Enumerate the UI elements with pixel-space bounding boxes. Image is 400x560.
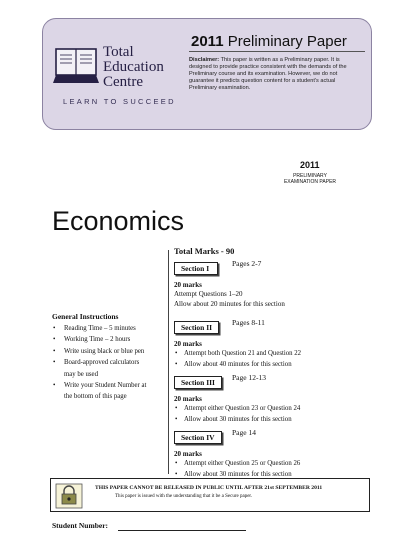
section-3 bbox=[174, 372, 364, 425]
section-1 bbox=[174, 258, 364, 309]
disclaimer-label: Disclaimer: bbox=[189, 57, 220, 63]
section-marks: 20 marks bbox=[174, 340, 202, 348]
section-marks: 20 marks bbox=[174, 281, 202, 289]
student-number-label: Student Number: bbox=[52, 521, 109, 530]
student-number-field[interactable] bbox=[118, 530, 246, 531]
section-bullet: • Attempt either Question 25 or Question 26 bbox=[174, 458, 364, 469]
instruction-item: • Write using black or blue pen bbox=[52, 346, 168, 357]
logo-line: Centre bbox=[103, 74, 143, 90]
paper-title bbox=[191, 33, 347, 50]
title-rule bbox=[189, 51, 365, 52]
section-bullet: • Allow about 30 minutes for this section bbox=[174, 414, 364, 425]
section-marks: 20 marks bbox=[174, 450, 202, 458]
logo-line: Education bbox=[103, 59, 164, 75]
section-label: Section I bbox=[174, 262, 218, 275]
subject-title: Economics bbox=[52, 206, 185, 236]
column-divider bbox=[168, 250, 169, 474]
instruction-item: • Board-approved calculators bbox=[52, 357, 168, 368]
disclaimer bbox=[189, 57, 363, 92]
section-4 bbox=[174, 427, 364, 480]
release-notice-note: This paper is issued with the understanding that it be a Secure paper. bbox=[115, 494, 253, 499]
section-pages: Pages 8-11 bbox=[232, 318, 265, 327]
paper-year: 2011 bbox=[191, 33, 224, 50]
section-line: Attempt Questions 1–20 bbox=[174, 290, 243, 298]
instruction-item: • Reading Time – 5 minutes bbox=[52, 323, 168, 334]
section-label: Section IV bbox=[174, 431, 222, 444]
exam-type-line: PRELIMINARY bbox=[293, 173, 327, 179]
exam-type-line: EXAMINATION PAPER bbox=[283, 179, 337, 185]
section-label: Section II bbox=[174, 321, 219, 334]
section-line: Allow about 20 minutes for this section bbox=[174, 300, 285, 308]
exam-year: 2011 bbox=[300, 160, 320, 170]
disclaimer-text: This paper is written as a Preliminary paper. It is designed to provide practice consistent with the demands of the Preliminary course and its examination. However, we do not guarantee it predicts question content for a student's actual Preliminary examination. bbox=[189, 57, 347, 91]
section-bullet: • Attempt both Question 21 and Question 22 bbox=[174, 348, 364, 359]
instruction-item: • Working Time – 2 hours bbox=[52, 334, 168, 345]
section-label: Section III bbox=[174, 376, 222, 389]
release-notice-title: THIS PAPER CANNOT BE RELEASED IN PUBLIC UNTIL AFTER 21st SEPTEMBER 2011 bbox=[95, 485, 323, 491]
instruction-item-continued: the bottom of this page bbox=[64, 393, 127, 401]
instruction-item: • Write your Student Number at bbox=[52, 380, 168, 391]
padlock-seal-icon bbox=[55, 483, 83, 509]
section-bullet: • Allow about 40 minutes for this section bbox=[174, 359, 364, 370]
section-marks: 20 marks bbox=[174, 395, 202, 403]
exam-type bbox=[270, 173, 350, 185]
header-banner bbox=[42, 18, 372, 130]
total-marks: Total Marks - 90 bbox=[174, 246, 235, 256]
logo-line: Total bbox=[103, 44, 134, 60]
section-pages: Page 14 bbox=[232, 428, 256, 437]
general-instructions-title: General Instructions bbox=[52, 312, 119, 321]
section-pages: Page 12-13 bbox=[232, 373, 266, 382]
tagline: LEARN TO SUCCEED bbox=[63, 97, 176, 106]
paper-title-text: Preliminary Paper bbox=[227, 33, 347, 50]
section-bullet: • Attempt either Question 23 or Question 24 bbox=[174, 403, 364, 414]
release-notice bbox=[50, 478, 370, 512]
section-bullet: • Allow about 30 minutes for this section bbox=[174, 469, 364, 480]
instruction-item-continued: may be used bbox=[64, 370, 98, 378]
general-instructions-list bbox=[52, 323, 168, 403]
logo-wordmark bbox=[103, 45, 164, 90]
section-2 bbox=[174, 317, 364, 370]
book-logo-icon bbox=[53, 47, 99, 89]
section-pages: Pages 2-7 bbox=[232, 259, 262, 268]
